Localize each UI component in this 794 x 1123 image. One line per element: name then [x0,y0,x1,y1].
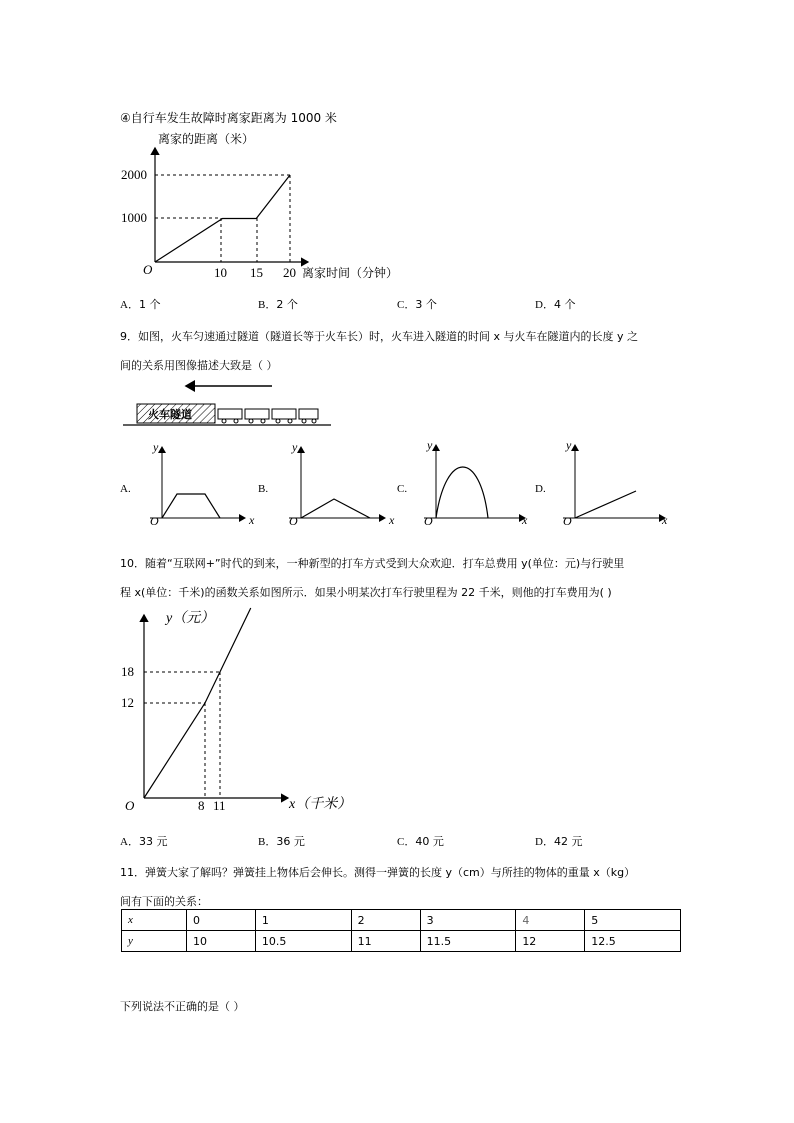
q8-option-d[interactable]: D．4 个 [535,298,576,311]
q9-b-origin: O [289,514,298,528]
q11-row-y-label: y [122,931,187,952]
q8-origin: O [143,262,153,277]
table-cell: 4 [516,910,585,931]
table-cell: 1 [255,910,351,931]
q8-statement-4: ④自行车发生故障时离家距离为 1000 米 [120,111,337,125]
q8-y-axis-label: 离家的距离（米） [158,132,255,146]
q9-choice-a-letter[interactable]: A. [120,483,131,495]
q8-xtick-10: 10 [214,265,227,280]
q9-c-x-label: x [522,513,528,527]
q10-xtick-11: 11 [213,798,226,813]
table-cell: 10 [187,931,256,952]
q8-ytick-2000: 2000 [121,167,147,182]
q10-data-line [144,608,251,798]
q9-d-y-label: y [566,438,572,452]
q9-choice-b-letter[interactable]: B. [258,483,269,495]
q8-option-b[interactable]: B．2 个 [258,298,298,311]
q10-origin: O [125,798,135,813]
q9-a-y-label: y [153,440,159,454]
q11-question: 下列说法不正确的是（ ） [120,1000,245,1013]
q8-ytick-1000: 1000 [121,210,147,225]
q9-a-x-label: x [249,513,255,527]
q9-c-y-label: y [427,438,433,452]
q9-d-x-label: x [662,513,668,527]
q8-xtick-20: 20 [283,265,296,280]
q10-y-axis-label: y（元） [166,611,215,626]
table-cell: 12.5 [585,931,681,952]
q10-line-1: 10．随着“互联网+”时代的到来，一种新型的打车方式受到大众欢迎．打车总费用 y(单位：元)与行驶里 [120,557,625,570]
q9-tunnel-label: 火车隧道 [148,408,192,421]
q10-option-b[interactable]: B．36 元 [258,835,305,848]
q8-option-a[interactable]: A．1 个 [120,298,161,311]
q9-b-x-label: x [389,513,395,527]
table-cell: 3 [420,910,516,931]
q9-choice-c-letter[interactable]: C. [397,483,408,495]
table-row [122,931,681,952]
table-cell: 2 [351,910,420,931]
q10-xtick-8: 8 [198,798,205,813]
q9-b-y-label: y [292,440,298,454]
q9-a-origin: O [150,514,159,528]
table-cell: 10.5 [255,931,351,952]
table-cell: 11.5 [420,931,516,952]
q11-spring-table [121,909,681,952]
q10-option-c[interactable]: C．40 元 [397,835,444,848]
table-cell: 11 [351,931,420,952]
q11-line-1: 11．弹簧大家了解吗？弹簧挂上物体后会伸长。测得一弹簧的长度 y（cm）与所挂的物体的重量 x（kg） [120,866,636,879]
table-cell: 5 [585,910,681,931]
q8-xtick-15: 15 [250,265,263,280]
table-row [122,910,681,931]
q10-option-a[interactable]: A．33 元 [120,835,168,848]
q8-x-axis-label: 离家时间（分钟） [302,266,399,280]
table-cell: 0 [187,910,256,931]
q9-line-1: 9．如图，火车匀速通过隧道（隧道长等于火车长）时，火车进入隧道的时间 x 与火车在隧道内的长度 y 之 [120,330,639,343]
q11-row-x-label: x [122,910,187,931]
q10-option-d[interactable]: D．42 元 [535,835,583,848]
q9-d-origin: O [563,514,572,528]
q8-option-c[interactable]: C．3 个 [397,298,437,311]
q9-choice-d-letter[interactable]: D. [535,483,546,495]
q9-line-2: 间的关系用图像描述大致是（ ） [120,359,278,372]
q10-ytick-12: 12 [121,695,134,710]
q9-c-origin: O [424,514,433,528]
table-cell: 12 [516,931,585,952]
q10-ytick-18: 18 [121,664,134,679]
q10-line-2: 程 x(单位：千米)的函数关系如图所示．如果小明某次打车行驶里程为 22 千米，则他的打车费用为( ) [120,586,612,599]
q10-x-axis-label: x（千米） [289,797,352,812]
q11-line-2: 间有下面的关系： [120,895,208,908]
